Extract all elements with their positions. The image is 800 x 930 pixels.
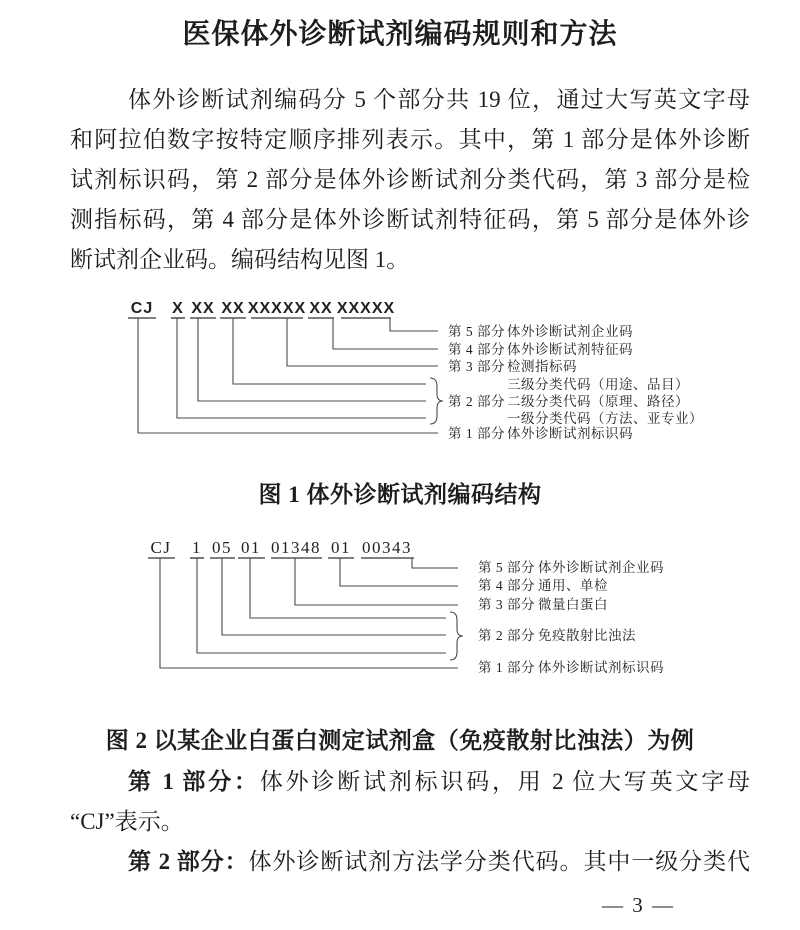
part-desc: 三级分类代码（用途、品目） [507, 377, 689, 392]
part-desc: 体外诊断试剂特征码 [507, 342, 633, 357]
part-label: 第 4 部分 [448, 342, 505, 357]
part-label: 第 2 部分 [448, 394, 505, 409]
code-segment: XX [191, 300, 215, 317]
part-label: 第 5 部分 [448, 324, 505, 339]
curly-brace [450, 612, 463, 660]
code-segment: X [172, 300, 184, 317]
part-desc: 体外诊断试剂企业码 [538, 560, 664, 575]
part2-paragraph [70, 842, 750, 882]
paragraph-line: 试剂标识码，第 2 部分是体外诊断试剂分类代码，第 3 部分是检 [70, 167, 750, 192]
part-label: 第 2 部分 [478, 628, 535, 643]
figure1-caption: 图 1 体外诊断试剂编码结构 [258, 482, 542, 507]
part-label: 第 1 部分 [478, 660, 535, 675]
figure2-example-code-diagram [60, 536, 760, 704]
figure1-coding-structure-diagram [60, 296, 760, 464]
part-label: 第 1 部分 [448, 426, 505, 441]
code-segment: XXXXX [336, 300, 396, 317]
code-segment: 01348 [271, 538, 321, 557]
paragraph-line: 测指标码，第 4 部分是体外诊断试剂特征码，第 5 部分是体外诊 [70, 207, 750, 232]
part-label: 第 3 部分 [478, 597, 535, 612]
part-desc: 体外诊断试剂标识码 [507, 426, 633, 441]
part1-lead: 第 1 部分： [128, 769, 260, 794]
part2-lead: 第 2 部分： [128, 849, 249, 874]
part-desc: 检测指标码 [507, 359, 577, 374]
part-desc: 微量白蛋白 [538, 597, 608, 612]
part1-paragraph [70, 762, 750, 842]
figure2-labels [478, 559, 664, 675]
paragraph-line: 体外诊断试剂编码分 5 个部分共 19 位，通过大写英文字母 [128, 87, 750, 112]
code-segment: CJ [130, 300, 154, 317]
paragraph-line: 和阿拉伯数字按特定顺序排列表示。其中，第 1 部分是体外诊断 [70, 127, 750, 152]
part-desc: 一级分类代码（方法、亚专业） [507, 411, 703, 426]
part-desc: 体外诊断试剂标识码 [538, 660, 664, 675]
paragraph-line [70, 762, 750, 802]
part-desc: 体外诊断试剂企业码 [507, 324, 633, 339]
part-label: 第 5 部分 [478, 560, 535, 575]
page-title: 医保体外诊断试剂编码规则和方法 [182, 19, 618, 50]
part-label: 第 3 部分 [448, 359, 505, 374]
code-segment: 01 [331, 538, 351, 557]
figure2-caption: 图 2 以某企业白蛋白测定试剂盒（免疫散射比浊法）为例 [105, 728, 695, 753]
part2-text: 体外诊断试剂方法学分类代码。其中一级分类代 [248, 849, 751, 874]
code-segment: 01 [241, 538, 261, 557]
curly-brace [430, 378, 443, 424]
code-segment: 1 [192, 538, 202, 557]
paragraph-line [70, 842, 750, 882]
code-segment: 05 [212, 538, 232, 557]
code-segment: XX [309, 300, 333, 317]
code-segment: XXXXX [247, 300, 307, 317]
code-segment: 00343 [362, 538, 412, 557]
part1-text: 体外诊断试剂标识码，用 2 位大写英文字母 [259, 769, 751, 794]
code-segment: XX [221, 300, 245, 317]
part-desc: 通用、单检 [538, 578, 608, 593]
code-segment: CJ [150, 538, 172, 557]
page-number: — 3 — [602, 893, 675, 917]
connector-lines [160, 558, 458, 668]
part-label: 第 4 部分 [478, 578, 535, 593]
part-desc: 免疫散射比浊法 [538, 628, 636, 643]
paragraph-line: “CJ”表示。 [70, 809, 184, 834]
connector-lines [138, 318, 438, 433]
figure1-labels [448, 323, 703, 441]
intro-paragraph [70, 80, 750, 280]
part-desc: 二级分类代码（原理、路径） [507, 394, 689, 409]
paragraph-line: 断试剂企业码。编码结构见图 1。 [70, 247, 410, 272]
